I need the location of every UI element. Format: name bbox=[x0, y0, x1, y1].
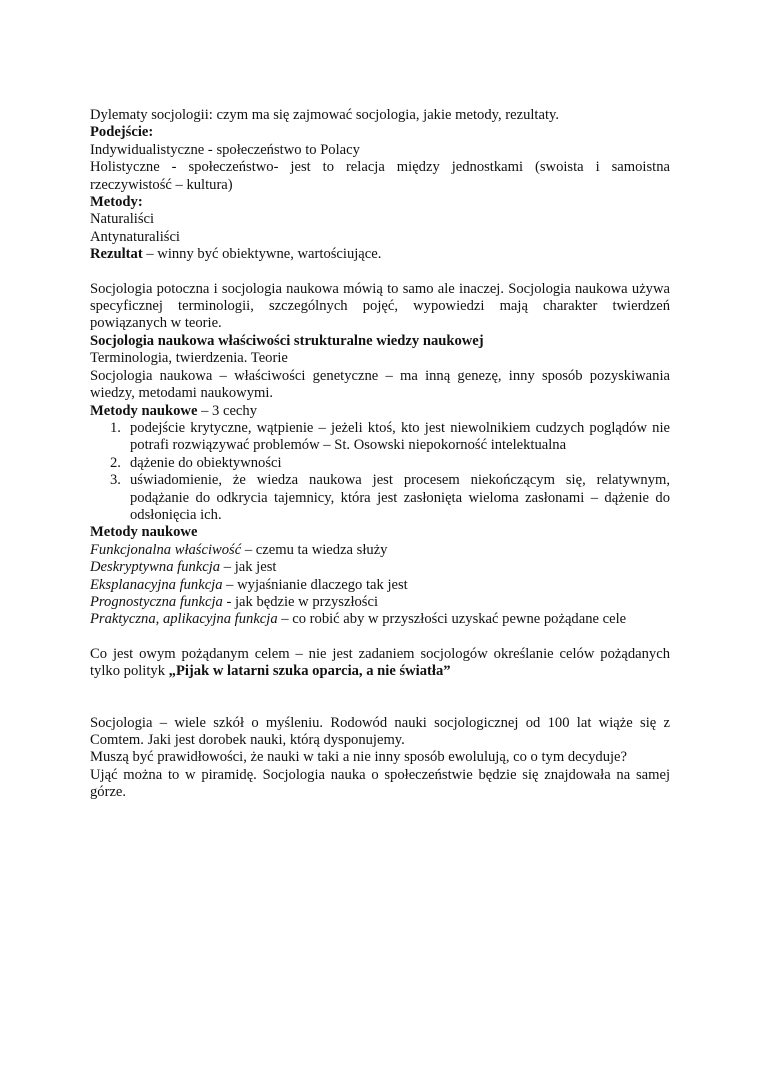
cel-text: Co jest owym pożądanym celem – nie jest zadaniem socjologów określanie celów pożądanych tylko polityk bbox=[90, 645, 670, 680]
function-term: Funkcjonalna właściwość bbox=[90, 541, 242, 558]
function-line bbox=[90, 577, 670, 594]
cechy-list bbox=[90, 420, 670, 524]
structural-heading-text: Socjologia naukowa właściwości strukturalne wiedzy naukowej bbox=[90, 332, 484, 349]
pijak-quote: „Pijak w latarni szuka oparcia, a nie światła” bbox=[168, 663, 451, 680]
structural-heading bbox=[90, 333, 670, 350]
rezultat-text: – winny być obiektywne, wartościujące. bbox=[142, 246, 382, 263]
potoczna-paragraph: Socjologia potoczna i socjologia naukowa mówią to samo ale inaczej. Socjologia naukowa używa specyficznej terminologii, szczególnych pojęć, wypowiedzi mają charakter twierdzeń powiązanych w teorie. bbox=[90, 280, 670, 332]
podejscie-heading bbox=[90, 124, 670, 141]
rezultat-label: Rezultat bbox=[90, 246, 143, 263]
list-item-text: podejście krytyczne, wątpienie – jeżeli ktoś, kto jest niewolnikiem cudzych poglądów nie potrafi rozwiązywać problemów – St. Osowski niepokorność intelektualna bbox=[130, 419, 670, 454]
metody-naukowe-heading bbox=[90, 524, 670, 541]
function-line bbox=[90, 559, 670, 576]
function-desc: – wyjaśnianie dlaczego tak jest bbox=[222, 576, 408, 593]
holistyczne-line: Holistyczne - społeczeństwo- jest to relacja między jednostkami (swoista i samoistna rzeczywistość – kultura) bbox=[90, 159, 670, 193]
function-desc: – jak jest bbox=[220, 559, 277, 576]
function-term: Praktyczna, aplikacyjna funkcja bbox=[90, 611, 278, 628]
antynaturalisci-line: Antynaturaliści bbox=[90, 228, 180, 245]
list-item-text: uświadomienie, że wiedza naukowa jest procesem niekończącym się, relatywnym, podążanie do odkrycia tajemnicy, która jest zasłonięta wieloma zasłonami – dążenie do odsłonięcia ich. bbox=[130, 472, 670, 523]
terminologia-line: Terminologia, twierdzenia. Teorie bbox=[90, 350, 288, 367]
list-item bbox=[110, 472, 670, 524]
piramida-paragraph: Ująć można to w piramidę. Socjologia nauka o społeczeństwie będzie się znajdowała na samej górze. bbox=[90, 766, 670, 801]
metody-naukowe-suffix: – 3 cechy bbox=[197, 402, 258, 419]
function-line bbox=[90, 611, 670, 628]
function-desc: – czemu ta wiedza służy bbox=[241, 541, 388, 558]
genetyczne-paragraph: Socjologia naukowa – właściwości genetyczne – ma inną genezę, inny sposób pozyskiwania wiedzy, metodami naukowymi. bbox=[90, 367, 670, 402]
metody-naukowe-line bbox=[90, 403, 670, 420]
podejscie-heading-text: Podejście: bbox=[90, 124, 154, 141]
function-term: Deskryptywna funkcja bbox=[90, 559, 221, 576]
metody-heading-text: Metody: bbox=[90, 194, 143, 211]
function-term: Prognostyczna funkcja bbox=[90, 593, 223, 610]
function-desc: – co robić aby w przyszłości uzyskać pewne pożądane cele bbox=[277, 611, 627, 628]
naturalisci-line: Naturaliści bbox=[90, 211, 155, 228]
list-number: 3. bbox=[110, 472, 121, 489]
rezultat-line bbox=[90, 246, 670, 263]
szkoly-paragraph: Socjologia – wiele szkół o myśleniu. Rodowód nauki socjologicznej od 100 lat wiąże się z Comtem. Jaki jest dorobek nauki, którą dysponujemy. bbox=[90, 714, 670, 748]
function-term: Eksplanacyjna funkcja bbox=[90, 576, 223, 593]
list-number: 2. bbox=[110, 454, 121, 471]
metody-naukowe-label: Metody naukowe bbox=[90, 402, 198, 419]
function-desc: - jak będzie w przyszłości bbox=[222, 593, 379, 610]
cel-paragraph bbox=[90, 646, 670, 681]
prawidlowosci-paragraph: Muszą być prawidłowości, że nauki w taki a nie inny sposób ewolulują, co o tym decyduje? bbox=[90, 749, 627, 766]
intro-line: Dylematy socjologii: czym ma się zajmować socjologia, jakie metody, rezultaty. bbox=[90, 107, 560, 123]
function-line bbox=[90, 542, 670, 559]
list-item bbox=[110, 419, 670, 455]
function-line bbox=[90, 594, 670, 611]
indywidualistyczne-line: Indywidualistyczne - społeczeństwo to Polacy bbox=[90, 141, 360, 158]
list-item bbox=[110, 454, 670, 472]
metody-heading bbox=[90, 194, 670, 211]
list-item-text: dążenie do obiektywności bbox=[130, 454, 282, 471]
list-number: 1. bbox=[110, 419, 121, 436]
metody-naukowe-heading-text: Metody naukowe bbox=[90, 524, 198, 541]
